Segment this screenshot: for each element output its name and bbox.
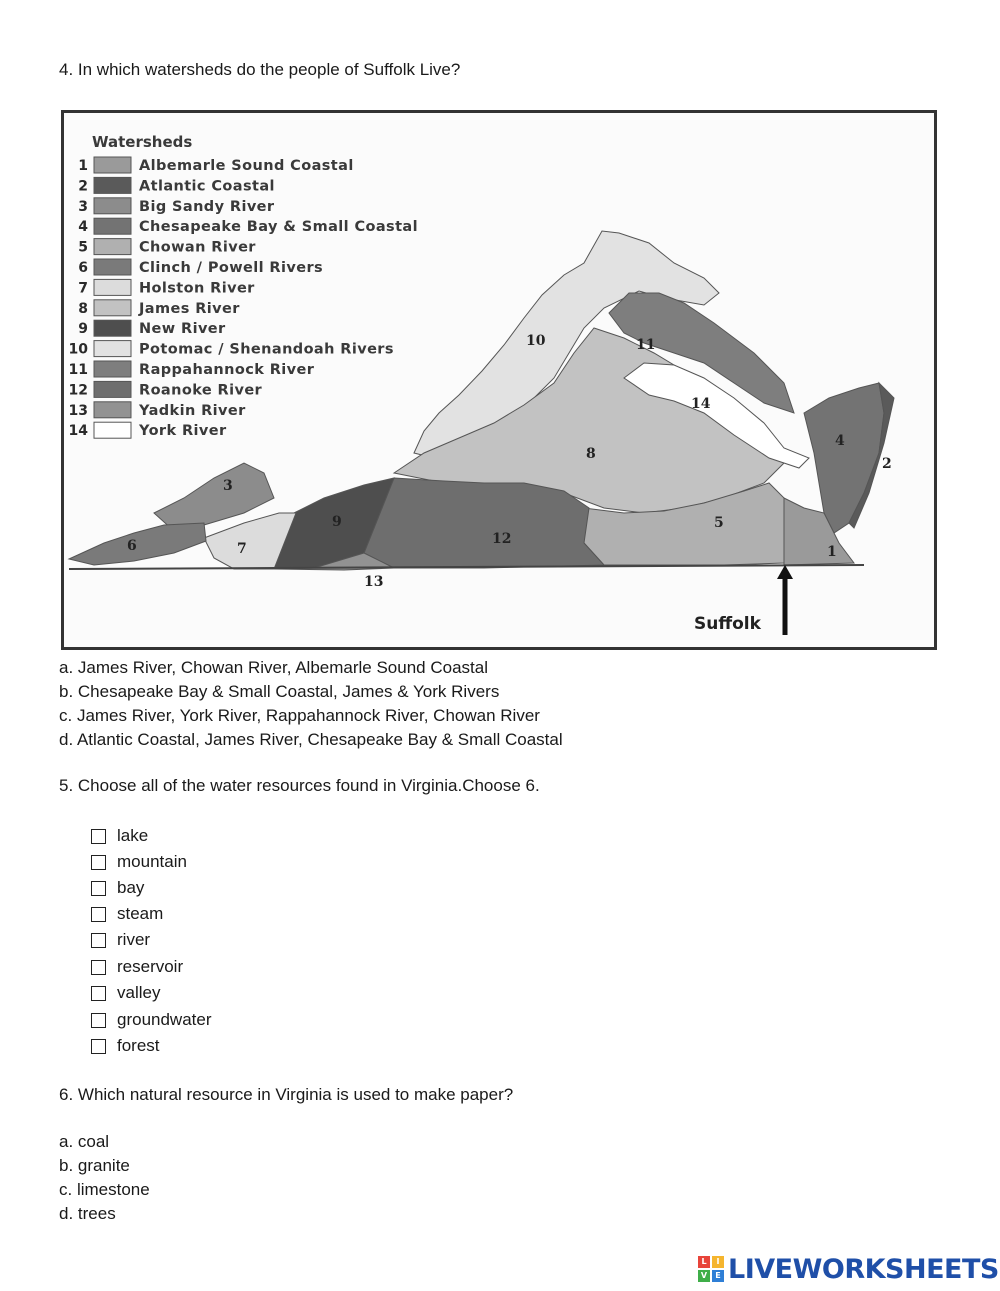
legend-number: 11 xyxy=(68,362,88,378)
map-number-12: 12 xyxy=(492,531,512,547)
choice-label: groundwater xyxy=(117,1010,212,1029)
legend-number: 2 xyxy=(78,178,88,195)
q6-option-b[interactable]: b. granite xyxy=(59,1156,130,1175)
q4-option-b[interactable]: b. Chesapeake Bay & Small Coastal, James & York Rivers xyxy=(59,682,500,701)
legend-swatch xyxy=(94,198,131,214)
choice-label: bay xyxy=(117,878,145,897)
liveworksheets-logo xyxy=(698,1253,999,1285)
choice-label: mountain xyxy=(117,852,187,871)
legend-swatch xyxy=(94,422,131,438)
legend-number: 12 xyxy=(68,382,88,399)
choice-river[interactable] xyxy=(91,930,150,950)
suffolk-arrow-icon xyxy=(777,565,793,635)
legend-number: 9 xyxy=(78,321,88,338)
legend-label: York River xyxy=(139,423,227,440)
legend-swatch xyxy=(94,259,131,275)
checkbox[interactable] xyxy=(91,907,106,922)
checkbox[interactable] xyxy=(91,829,106,844)
checkbox[interactable] xyxy=(91,1013,106,1028)
legend-swatch xyxy=(94,402,131,418)
legend-number: 6 xyxy=(78,260,88,276)
q4-option-d[interactable]: d. Atlantic Coastal, James River, Chesapeake Bay & Small Coastal xyxy=(59,730,563,749)
map-number-13: 13 xyxy=(364,574,384,590)
q4-option-a[interactable]: a. James River, Chowan River, Albemarle Sound Coastal xyxy=(59,658,488,677)
map-number-3: 3 xyxy=(223,478,233,494)
legend-swatch xyxy=(94,218,131,234)
legend-swatch xyxy=(94,320,131,336)
map-number-2: 2 xyxy=(882,456,892,472)
legend-swatch xyxy=(94,157,131,173)
map-legend xyxy=(69,157,418,439)
q6-option-d[interactable]: d. trees xyxy=(59,1204,116,1223)
legend-label: Yadkin River xyxy=(139,402,246,419)
legend-number: 4 xyxy=(78,219,88,236)
logo-text: LIVEWORKSHEETS xyxy=(728,1253,999,1285)
logo-blocks-icon xyxy=(698,1256,724,1282)
choice-mountain[interactable] xyxy=(91,852,187,872)
legend-swatch xyxy=(94,300,131,316)
legend-number: 3 xyxy=(78,198,88,215)
map-number-5: 5 xyxy=(714,515,724,531)
legend-label: Clinch / Powell Rivers xyxy=(139,260,324,276)
legend-number: 8 xyxy=(78,300,88,317)
legend-label: Potomac / Shenandoah Rivers xyxy=(139,341,394,358)
q6-option-a[interactable]: a. coal xyxy=(59,1132,110,1151)
legend-label: Big Sandy River xyxy=(139,198,275,215)
logo-block: E xyxy=(712,1270,724,1282)
legend-swatch xyxy=(94,381,131,397)
choice-label: forest xyxy=(117,1036,160,1055)
q4-option-c[interactable]: c. James River, York River, Rappahannock River, Chowan River xyxy=(59,706,540,725)
q6-option-c[interactable]: c. limestone xyxy=(59,1180,150,1199)
legend-label: Holston River xyxy=(139,280,255,297)
legend-number: 5 xyxy=(78,239,88,256)
choice-label: valley xyxy=(117,983,161,1002)
legend-label: Roanoke River xyxy=(139,382,263,399)
map-number-10: 10 xyxy=(526,333,546,349)
question-6-text: 6. Which natural resource in Virginia is used to make paper? xyxy=(59,1085,514,1104)
choice-steam[interactable] xyxy=(91,904,163,924)
choice-bay[interactable] xyxy=(91,878,144,898)
checkbox[interactable] xyxy=(91,960,106,975)
map-number-14: 14 xyxy=(691,396,711,412)
choice-valley[interactable] xyxy=(91,983,160,1003)
checkbox[interactable] xyxy=(91,1039,106,1054)
choice-label: lake xyxy=(117,826,149,845)
legend-label: New River xyxy=(139,321,226,338)
legend-swatch xyxy=(94,341,131,357)
map-number-4: 4 xyxy=(835,433,845,449)
legend-number: 10 xyxy=(68,341,88,358)
legend-number: 7 xyxy=(78,280,88,297)
choice-label: reservoir xyxy=(117,957,184,976)
legend-label: Chesapeake Bay & Small Coastal xyxy=(139,219,418,236)
legend-number: 14 xyxy=(68,423,88,440)
watershed-map xyxy=(61,110,937,650)
suffolk-label: Suffolk xyxy=(694,614,761,634)
legend-label: Rappahannock River xyxy=(139,362,315,378)
map-number-11: 11 xyxy=(636,337,656,353)
map-number-7: 7 xyxy=(237,541,247,557)
watershed-map-svg xyxy=(64,113,934,647)
region-clinch-powell xyxy=(69,523,206,565)
choice-lake[interactable] xyxy=(91,826,148,846)
legend-number: 1 xyxy=(78,158,88,174)
legend-swatch xyxy=(94,361,131,377)
map-number-6: 6 xyxy=(127,538,137,554)
legend-number: 13 xyxy=(68,402,88,419)
map-number-9: 9 xyxy=(332,514,342,530)
checkbox[interactable] xyxy=(91,855,106,870)
choice-groundwater[interactable] xyxy=(91,1010,212,1030)
map-number-8: 8 xyxy=(586,446,596,462)
logo-block: V xyxy=(698,1270,710,1282)
map-number-1: 1 xyxy=(827,544,837,560)
legend-swatch xyxy=(94,239,131,255)
question-5-text: 5. Choose all of the water resources found in Virginia.Choose 6. xyxy=(59,776,540,795)
question-4-text: 4. In which watersheds do the people of Suffolk Live? xyxy=(59,60,461,79)
choice-forest[interactable] xyxy=(91,1036,160,1056)
legend-swatch xyxy=(94,279,131,295)
checkbox[interactable] xyxy=(91,986,106,1001)
logo-block: I xyxy=(712,1256,724,1268)
choice-label: river xyxy=(117,930,151,949)
legend-swatch xyxy=(94,177,131,193)
logo-block: L xyxy=(698,1256,710,1268)
legend-label: Albemarle Sound Coastal xyxy=(139,158,354,174)
legend-label: James River xyxy=(139,300,240,317)
choice-label: steam xyxy=(117,904,164,923)
choice-reservoir[interactable] xyxy=(91,957,183,977)
legend-label: Chowan River xyxy=(139,239,256,256)
checkbox[interactable] xyxy=(91,933,106,948)
checkbox[interactable] xyxy=(91,881,106,896)
legend-title: Watersheds xyxy=(92,133,193,151)
legend-label: Atlantic Coastal xyxy=(139,178,275,195)
